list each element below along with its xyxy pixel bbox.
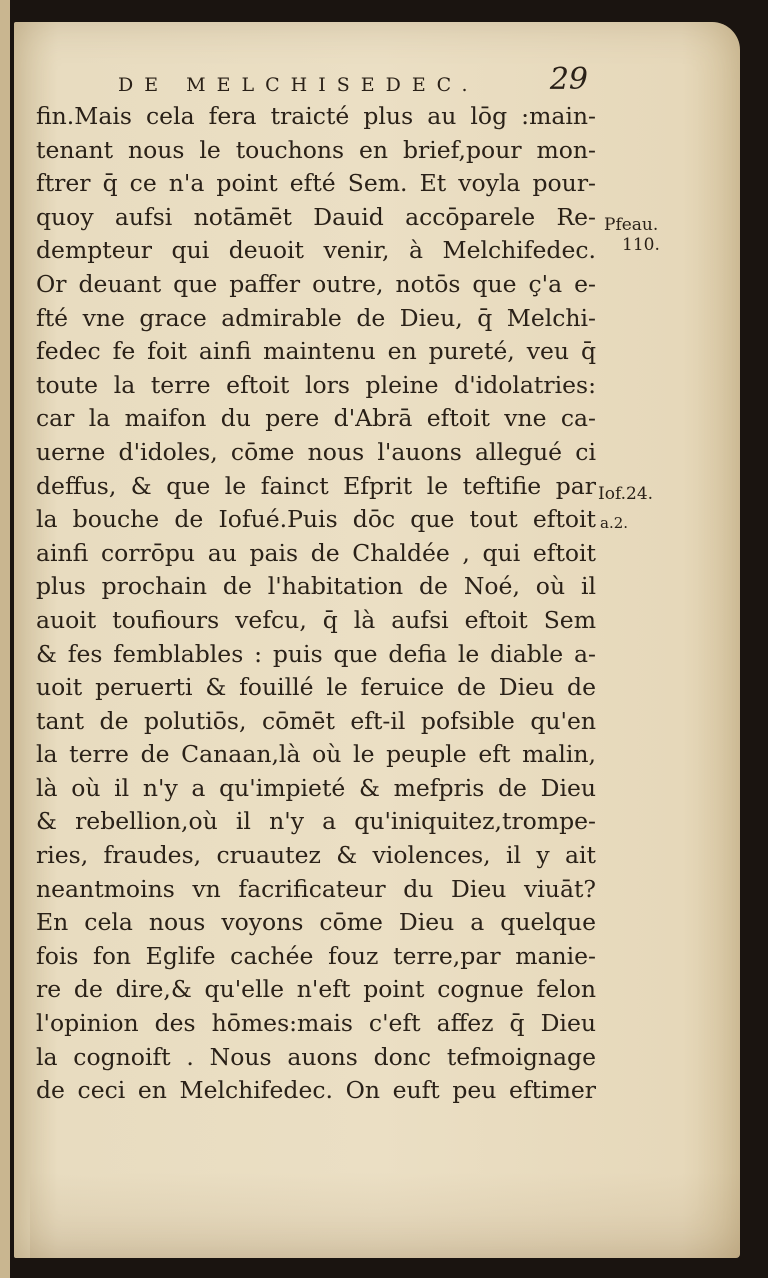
text-line: ftrer q̄ ce n'a point efté Sem. Et voyla pour-	[36, 169, 596, 198]
text-line: la bouche de Iofué.Puis dōc que tout eftoit	[36, 505, 596, 534]
margin-note-iosue-verse: a.2.	[600, 514, 629, 532]
text-line: dempteur qui deuoit venir, à Melchifedec.	[36, 236, 596, 265]
text-line: fedec fe foit ainfi maintenu en pureté, veu q̄	[36, 337, 596, 366]
book-spine-edge	[0, 0, 10, 1278]
text-line: plus prochain de l'habitation de Noé, où il	[36, 572, 596, 601]
text-line: là où il n'y a qu'impieté & mefpris de Dieu	[36, 773, 596, 802]
text-line: de ceci en Melchifedec. On euft peu eftimer	[36, 1076, 596, 1105]
text-line: fin.Mais cela fera traicté plus au lōg :main-	[36, 102, 596, 130]
body-text	[36, 100, 596, 1108]
text-line: fois fon Eglife cachée fouz terre,par manie-	[36, 941, 596, 970]
text-line: & fes femblables : puis que defia le diable a-	[36, 639, 596, 668]
text-line: l'opinion des hōmes:mais c'eft affez q̄ Dieu	[36, 1009, 596, 1038]
text-line: toute la terre eftoit lors pleine d'idolatries:	[36, 370, 596, 399]
text-line: neantmoins vn facrificateur du Dieu viuāt?	[36, 874, 596, 903]
text-line: uoit peruerti & fouillé le feruice de Dieu de	[36, 673, 596, 702]
text-line: auoit toufiours vefcu, q̄ là aufsi eftoit Sem	[36, 605, 596, 634]
text-line: re de dire,& qu'elle n'eft point cognue felon	[36, 975, 596, 1004]
margin-note-pseau: Pfeau.	[604, 215, 659, 235]
page-bottom-stain	[30, 1172, 740, 1258]
text-line: ries, fraudes, cruautez & violences, il y ait	[36, 841, 596, 870]
page-number: 29	[549, 62, 588, 97]
margin-note-iosue: Iof.24.	[598, 484, 654, 504]
text-line: quoy aufsi notāmēt Dauid accōparele Re-	[36, 202, 596, 231]
running-head: DE MELCHISEDEC.	[118, 74, 479, 96]
text-line: car la maifon du pere d'Abrā eftoit vne ca-	[36, 404, 596, 433]
text-line: uerne d'idoles, cōme nous l'auons allegué ci	[36, 437, 596, 466]
text-line: la cognoift . Nous auons donc tefmoignage	[36, 1042, 596, 1071]
text-line: fté vne grace admirable de Dieu, q̄ Melchi-	[36, 303, 596, 332]
text-line: ainfi corrōpu au pais de Chaldée , qui eftoit	[36, 538, 596, 567]
text-line: & rebellion,où il n'y a qu'iniquitez,trompe-	[36, 807, 596, 836]
text-line: En cela nous voyons cōme Dieu a quelque	[36, 908, 596, 937]
text-line: deffus, & que le fainct Efprit le teftifie par	[36, 471, 596, 500]
margin-note-pseau-number: 110.	[622, 235, 660, 255]
text-line: la terre de Canaan,là où le peuple eft malin,	[36, 740, 596, 769]
page-header	[118, 62, 588, 102]
text-line: Or deuant que paffer outre, notōs que ç'a e-	[36, 269, 596, 298]
text-line: tant de polutiōs, cōmēt eft-il pofsible qu'en	[36, 706, 596, 735]
text-line: tenant nous le touchons en brief,pour mon-	[36, 135, 596, 164]
